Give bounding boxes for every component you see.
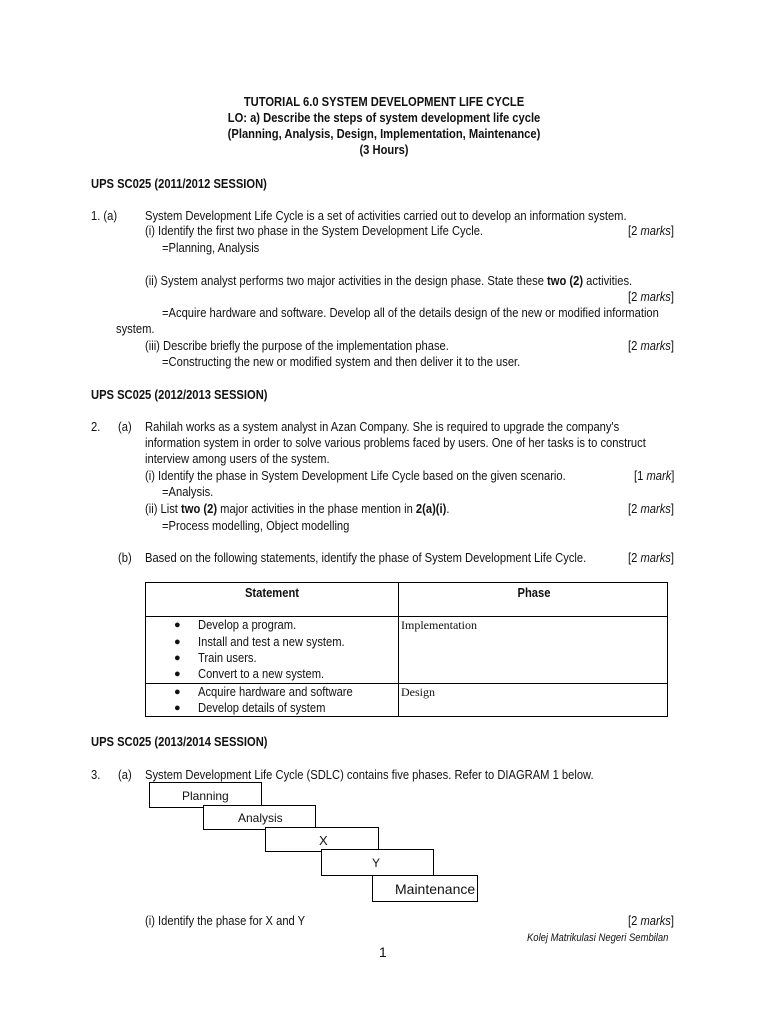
table-cell-statement: Convert to a new system. bbox=[198, 666, 325, 681]
table-cell-phase: Design bbox=[401, 685, 435, 699]
learning-outcome: LO: a) Describe the steps of system development life cycle bbox=[227, 110, 541, 125]
diagram-box-planning: Planning bbox=[149, 782, 262, 808]
section-heading-2013: UPS SC025 (2013/2014 SESSION) bbox=[91, 734, 268, 749]
question-part: (a) bbox=[118, 767, 132, 782]
table-cell-statement: Train users. bbox=[198, 650, 257, 665]
marks-label: [2 marks] bbox=[628, 501, 674, 516]
table-cell-phase: Implementation bbox=[401, 618, 477, 632]
diagram-box-x: X bbox=[265, 827, 379, 852]
diagram-box-maintenance: Maintenance bbox=[372, 875, 478, 902]
duration: (3 Hours) bbox=[359, 142, 409, 157]
table-header-statement: Statement bbox=[244, 585, 300, 600]
marks-label: [1 mark] bbox=[634, 468, 675, 483]
question-text: System Development Life Cycle is a set of activities carried out to develop an information system. bbox=[145, 208, 627, 223]
marks-label: [2 marks] bbox=[628, 223, 674, 238]
diagram-box-analysis: Analysis bbox=[203, 805, 316, 830]
question-text: System Development Life Cycle (SDLC) contains five phases. Refer to DIAGRAM 1 below. bbox=[145, 767, 594, 782]
answer-text: =Acquire hardware and software. Develop all of the details design of the new or modified information bbox=[162, 305, 659, 320]
section-heading-2011: UPS SC025 (2011/2012 SESSION) bbox=[91, 176, 267, 191]
marks-label: [2 marks] bbox=[628, 289, 674, 304]
question-number: 3. bbox=[91, 767, 101, 782]
question-text: interview among users of the system. bbox=[145, 451, 330, 466]
sub-question: (ii) List two (2) major activities in the phase mention in 2(a)(i). bbox=[145, 501, 450, 516]
marks-label: [2 marks] bbox=[628, 338, 674, 353]
question-text: Based on the following statements, identify the phase of System Development Life Cycle. bbox=[145, 550, 587, 565]
diagram-box-y: Y bbox=[321, 849, 434, 876]
question-number: 2. bbox=[91, 419, 101, 434]
question-text: Rahilah works as a system analyst in Azan Company. She is required to upgrade the company's bbox=[145, 419, 620, 434]
question-number: 1. (a) bbox=[91, 208, 118, 223]
question-text: information system in order to solve various problems faced by users. One of her tasks is to construct bbox=[145, 435, 646, 450]
table-cell-statement: Acquire hardware and software bbox=[198, 684, 353, 699]
doc-title: TUTORIAL 6.0 SYSTEM DEVELOPMENT LIFE CYCLE bbox=[243, 94, 525, 109]
phase-table: Statement Phase ● Develop a program. ● Install and test a new system. ● Train users. ● Convert to a new system. Implementation ● Acquire hardware and software ● Develop details of system Design bbox=[145, 582, 668, 717]
table-cell-statement: Install and test a new system. bbox=[198, 634, 345, 649]
sub-question: (iii) Describe briefly the purpose of the implementation phase. bbox=[145, 338, 449, 353]
question-part: (b) bbox=[118, 550, 132, 565]
answer-text: =Process modelling, Object modelling bbox=[162, 518, 350, 533]
section-heading-2012: UPS SC025 (2012/2013 SESSION) bbox=[91, 387, 268, 402]
answer-text: system. bbox=[116, 321, 155, 336]
marks-label: [2 marks] bbox=[628, 550, 674, 565]
question-part: (a) bbox=[118, 419, 132, 434]
answer-text: =Analysis. bbox=[162, 484, 214, 499]
sub-question: (ii) System analyst performs two major activities in the design phase. State these two (2) activities. bbox=[145, 273, 633, 288]
sub-question: (i) Identify the phase for X and Y bbox=[145, 913, 306, 928]
table-cell-statement: Develop a program. bbox=[198, 617, 297, 632]
answer-text: =Planning, Analysis bbox=[162, 240, 260, 255]
sub-question: (i) Identify the first two phase in the System Development Life Cycle. bbox=[145, 223, 484, 238]
phase-list: (Planning, Analysis, Design, Implementation, Maintenance) bbox=[227, 126, 541, 141]
marks-label: [2 marks] bbox=[628, 913, 674, 928]
footer-college: Kolej Matrikulasi Negeri Sembilan bbox=[527, 932, 669, 944]
table-header-phase: Phase bbox=[517, 585, 551, 600]
sub-question: (i) Identify the phase in System Development Life Cycle based on the given scenario. bbox=[145, 468, 566, 483]
answer-text: =Constructing the new or modified system and then deliver it to the user. bbox=[162, 354, 521, 369]
page-number: 1 bbox=[379, 944, 387, 960]
table-cell-statement: Develop details of system bbox=[198, 700, 326, 715]
